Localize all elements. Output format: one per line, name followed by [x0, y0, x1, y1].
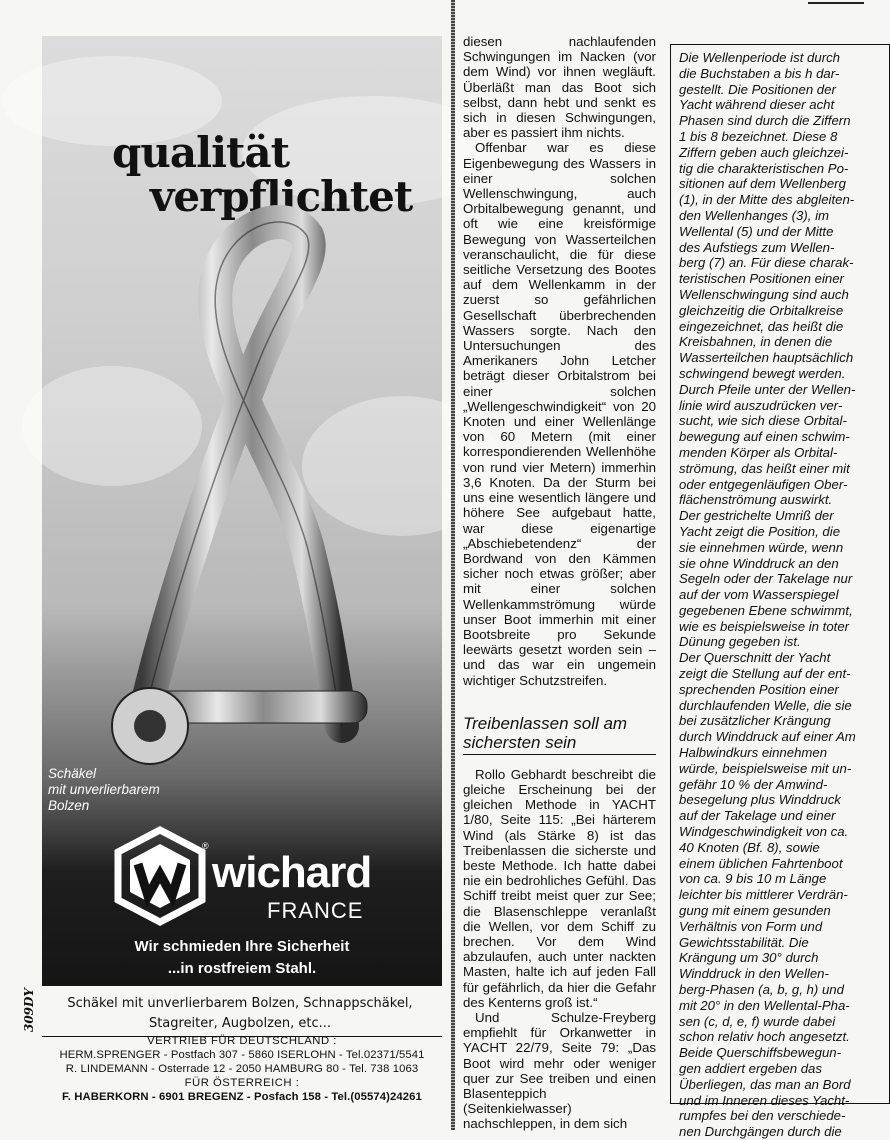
caption-line: gung mit einem gesunden — [679, 903, 831, 919]
caption-line: gefähr 10 % der Amwind- — [679, 776, 828, 792]
caption-line: sucht, wie sich diese Orbital- — [679, 413, 847, 429]
caption-line: sie ohne Winddruck an den — [679, 555, 839, 571]
caption-line: die Buchstaben a bis h dar- — [679, 65, 840, 81]
caption-line: Yacht zeigt die Position, die — [679, 523, 841, 539]
caption-line: Wasserteilchen hauptsächlich — [679, 350, 854, 366]
caption-line: teristischen Positionen einer — [679, 271, 844, 287]
caption-line: Überliegen, das man an Bord — [679, 1076, 851, 1092]
ad-caption — [48, 766, 248, 814]
article-paragraph: Rollo Gebhardt beschreibt die gleiche Erscheinung bei der gleichen Methode in YACHT 1/80, Seite 115: „Bei härterem Wind (als Stärke 8) ist das Treibenlassen die sicherste und beste Methode. Ich hatte dabei nie ein bedrohliches Gefühl. Das Schiff treibt meist quer zur See; die Blasenschleppe veranlaßt die Wellen, vor dem Schiff zu brechen. Vor dem Wind abzulaufen, auch unter nackten Masten, halte ich auf jeden Fall für gefährlich, da hier die Gefahr des Kenterns groß ist.“ — [463, 766, 656, 1010]
caption-line: Phasen sind durch die Ziffern — [679, 113, 851, 129]
caption-line: Wellenschwingung sind auch — [679, 286, 849, 302]
caption-line: bewegung auf einen schwim- — [679, 429, 850, 445]
caption-line: Gewichtsstabilität. Die — [679, 934, 809, 950]
article-paragraph: diesen nachlaufenden Schwingungen im Nacken (vor dem Wind) vor ihnen wegläuft. Überläßt man das Boot sich selbst, dann hebt und senkt es sich in diesen Schwingungen, aber es passiert ihm nichts. — [463, 34, 656, 141]
caption-line: tig die charakteristischen Po- — [679, 160, 849, 176]
shackle-illustration — [42, 36, 442, 986]
shackle-body — [142, 222, 342, 726]
caption-line: Halbwindkurs einnehmen — [679, 745, 828, 761]
caption-line: den Wellenhanges (3), im — [679, 207, 830, 223]
caption-line: Yacht während dieser acht — [679, 97, 835, 113]
tagline-line: ...in rostfreiem Stahl. — [167, 960, 317, 977]
caption-line: menden Körper als Orbital- — [679, 444, 838, 460]
ad-caption-line: Schäkel — [48, 766, 97, 781]
wichard-logo-icon — [110, 826, 210, 926]
caption-line: schwingend bewegt werden. — [679, 365, 846, 381]
figure-caption-box — [670, 44, 890, 1140]
caption-line: Windgeschwindigkeit von ca. — [679, 824, 849, 840]
caption-line: Beide Querschiffsbewegun- — [679, 1045, 842, 1061]
caption-line: würde, beispielsweise mit un- — [679, 760, 852, 776]
caption-line: auf der vom Wasserspiegel — [679, 587, 839, 603]
caption-line: Die Wellenperiode ist durch — [679, 50, 841, 65]
caption-line: Verhältnis von Form und — [679, 918, 823, 934]
article-column — [463, 34, 656, 1132]
caption-line: wie es beispielsweise in toter — [679, 618, 850, 634]
slogan-line: qualität — [112, 128, 290, 177]
caption-line: sie einnehmen würde, wenn — [679, 539, 844, 555]
caption-line: von ca. 9 bis 10 m Länge — [679, 871, 827, 887]
caption-line: rumpfes bei den verschiede- — [679, 1108, 846, 1124]
caption-line: oder entgegenläufigen Ober- — [679, 476, 848, 492]
caption-line: nen Durchgängen durch die — [679, 1124, 842, 1140]
tagline-line: Wir schmieden Ihre Sicherheit — [134, 938, 350, 955]
caption-line: (1), in der Mitte des abgleiten- — [679, 192, 855, 208]
caption-line: schon relativ hoch angesetzt. — [679, 1029, 850, 1045]
distributor-line: HERM.SPRENGER - Postfach 307 - 5860 ISERLOHN - Tel.02371/5541 — [59, 1049, 425, 1061]
caption-line: gegebenen Ebene schwimmt, — [679, 602, 853, 618]
registered-mark: ® — [202, 841, 209, 851]
caption-line: Durch Pfeile unter der Wellen- — [679, 381, 856, 397]
caption-line: Der gestrichelte Umriß der — [679, 508, 834, 524]
slogan-line: verpflichtet — [150, 172, 413, 221]
caption-line: Ziffern geben auch gleichzei- — [679, 144, 849, 160]
ad-code: 309DY — [22, 988, 36, 1033]
products-line: Stagreiter, Augbolzen, etc... — [148, 1016, 332, 1031]
ad-caption-line: Bolzen — [48, 798, 90, 813]
distributor-line: R. LINDEMANN - Osterrade 12 - 2050 HAMBURG 80 - Tel. 738 1063 — [65, 1063, 419, 1075]
caption-line: sitionen auf dem Wellenberg — [679, 176, 846, 192]
caption-line: Dünung gegeben ist. — [679, 634, 801, 650]
caption-line: 1 bis 8 bezeichnet. Diese 8 — [679, 128, 838, 144]
caption-line: Der Querschnitt der Yacht — [679, 650, 831, 666]
ad-caption-line: mit unverlierbarem — [48, 782, 160, 797]
caption-line: berg (7) an. Für diese charak- — [679, 255, 854, 271]
article-subheading — [463, 714, 656, 755]
caption-line: Segeln oder der Takelage nur — [679, 571, 853, 587]
caption-line: eingezeichnet, das heißt die — [679, 318, 844, 334]
products-line: Schäkel mit unverlierbarem Bolzen, Schnappschäkel, — [67, 996, 413, 1011]
subheading-line: Treibenlassen soll am — [463, 713, 628, 733]
caption-line: linie wird auszudrücken ver- — [679, 397, 843, 413]
caption-line: gleichzeitig die Orbitalkreise — [679, 302, 844, 318]
caption-line: durchlaufenden Welle, die sie — [679, 697, 852, 713]
caption-line: sprechenden Position einer — [679, 681, 839, 697]
caption-line: und im Inneren dieses Yacht- — [679, 1092, 850, 1108]
caption-line: einem üblichen Fahrtenboot — [679, 855, 843, 871]
caption-line: mit 20° in den Wellental-Pha- — [679, 997, 850, 1013]
caption-line: Krängung um 30° durch — [679, 950, 819, 966]
distributor-heading: VERTRIEB FÜR DEUTSCHLAND : — [147, 1035, 337, 1047]
shackle-pin-hole — [134, 710, 166, 742]
distributor-info — [0, 1034, 484, 1104]
brand-name: wichard — [212, 848, 372, 897]
distributor-heading: FÜR ÖSTERREICH : — [184, 1077, 300, 1089]
caption-line: leichter bis mittlerer Verdrän- — [679, 887, 848, 903]
caption-line: 40 Knoten (Bf. 8), sowie — [679, 839, 820, 855]
ad-photo — [42, 36, 442, 986]
subheading-line: sichersten sein — [463, 732, 577, 752]
caption-line: zeigt die Stellung auf der ent- — [679, 666, 851, 682]
caption-line: gen addiert ergeben das — [679, 1061, 822, 1076]
article-paragraph: Offenbar war es diese Eigenbewegung des Wassers in einer solchen Wellenschwingung, auch Orbitalbewegung genannt, und oft wie eine kreisförmige Bewegung von Wasserteilchen veranschaulicht, die für diese seitliche Versetzung des Bootes auf dem Wellenkamm in der zuerst so gefährlichen Gesellschaft überbrechenden Wassers sorgte. Nach den Untersuchungen des Amerikaners John Letcher beträgt dieser Orbitalstrom bei einer solchen „Wellengeschwindigkeit“ von 20 Knoten und einer Wellenlänge von 60 Metern (mit einer korrespondierenden Wellenhöhe von rund vier Metern) immerhin 3,6 Knoten. Da der Sturm bei uns eine wesentlich längere und höhere See aufgebaut hatte, war diese eigenartige „Abschiebetendenz“ der Bordwand von den Kämmen sicher noch etwas größer; aber mit einer solchen Wellenkammströmung würde unser Boot immerhin mit einer Bootsbreite pro Sekunde leewärts gesetzt worden sein – und das war ein ungemein wichtiger Schutzstreifen. — [463, 140, 656, 688]
caption-line: berg-Phasen (a, b, g, h) und — [679, 982, 844, 998]
top-rule — [808, 2, 864, 4]
column-rule — [451, 0, 455, 1130]
caption-line: bei zusätzlicher Krängung — [679, 713, 831, 729]
distributor-line: F. HABERKORN - 6901 BREGENZ - Posfach 158 - Tel.(05574)24261 — [62, 1091, 422, 1103]
caption-line: Kreisbahnen, in denen die — [679, 334, 833, 350]
article-paragraph: Und Schulze-Freyberg empfiehlt für Orkanwetter in YACHT 22/79, Seite 79: „Das Boot wird mehr oder weniger quer zur See treiben und einen Blasenteppich (Seitenkielwasser) nachschleppen, in dem sich — [463, 1009, 656, 1132]
caption-line: besegelung plus Winddruck — [679, 792, 841, 808]
caption-line: flächenströmung auswirkt. — [679, 492, 833, 508]
figure-caption — [679, 50, 879, 1140]
caption-line: des Aufstiegs zum Wellen- — [679, 239, 835, 255]
caption-line: Winddruck in den Wellen- — [679, 966, 829, 982]
caption-line: gestellt. Die Positionen der — [679, 81, 836, 97]
caption-line: durch Winddruck auf einer Am — [679, 729, 856, 745]
caption-line: sen (c, d, e, f) wurde dabei — [679, 1013, 836, 1029]
ad-products — [40, 994, 440, 1034]
caption-line: strömung, das heißt einer mit — [679, 460, 850, 476]
caption-line: Wellental (5) und der Mitte — [679, 223, 834, 239]
brand-country: FRANCE — [267, 898, 364, 923]
caption-line: auf der Takelage und einer — [679, 808, 836, 824]
ad-tagline — [42, 936, 442, 980]
